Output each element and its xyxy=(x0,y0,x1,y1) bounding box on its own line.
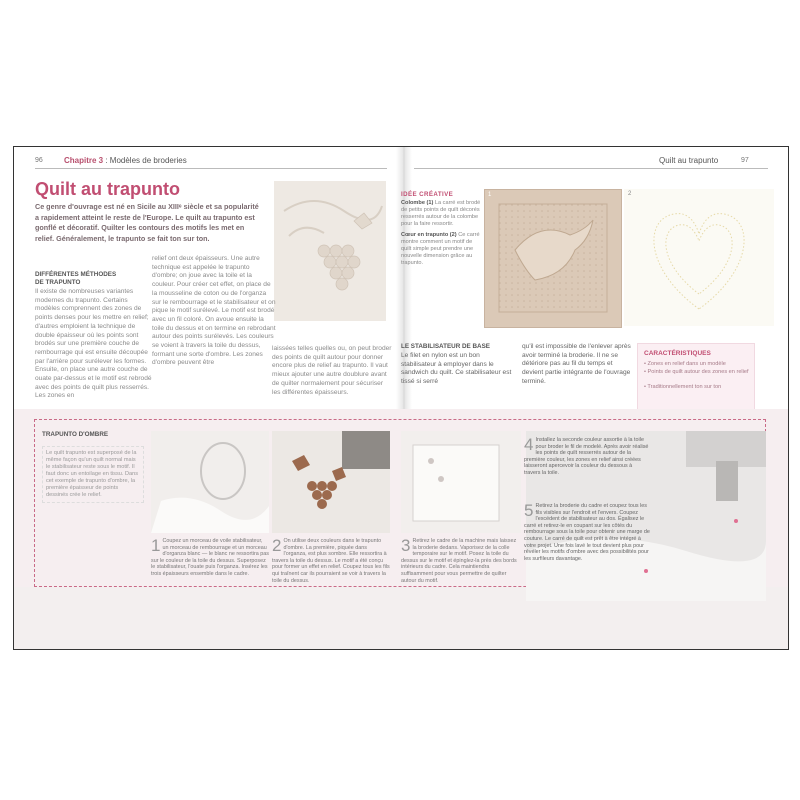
intro-text: Ce genre d'ouvrage est né en Sicile au XIIIᵉ siècle et sa popularité a rapidement atteint le reste de l'Europe. Le quilt au trapunto est gonflé et décoratif. Quilter les contours des motifs les met en relief. Généralement, le trapunto se fait ton sur ton. xyxy=(35,202,259,243)
step-text: On utilise deux couleurs dans le trapunto d'ombre. La première, piquée dans l'organza, est plus sombre. Elle ressortira à travers la toile du dessus. Le motif a été conçu pour former un effet en relief. Coupez tous les fils qui traînent car ils pourraient se voir à travers la toile du dessus. xyxy=(272,538,390,584)
step2-photo xyxy=(272,431,390,533)
trapunto-ombre-box xyxy=(42,431,144,503)
section-title-right: Quilt au trapunto xyxy=(659,156,719,165)
page-number-left: 96 xyxy=(35,157,43,164)
idee-item1-text: La carré est brodé de petits points de quilt décorés resserrés autour de la colombe pour la faire ressortir. xyxy=(401,200,481,227)
stabilisateur-heading: LE STABILISATEUR DE BASE xyxy=(401,343,490,350)
caracteristique-item: • Zones en relief dans un modèle xyxy=(644,361,726,367)
chapter-title: : Modèles de broderies xyxy=(103,156,187,165)
idee-item2-text: Ce carré montre comment un motif de quilt simple peut prendre une nouvelle dimension grâce au trapunto. xyxy=(401,232,480,266)
lace-grapes-photo xyxy=(274,181,386,321)
methods-heading-line1: DIFFÉRENTES MÉTHODES xyxy=(35,271,117,278)
idee-heading: IDÉE CRÉATIVE xyxy=(401,191,454,198)
methods-heading xyxy=(35,271,116,287)
book-spread xyxy=(13,146,789,650)
step-number: 1 xyxy=(151,536,161,555)
step-text: Retirez le cadre de la machine mais laissez la broderie dedans. Vaporisez de la colle temporaire sur le motif. Posez la toile du dessus sur le motif et épinglez-la près des bords intérieurs du cadre. Cela maintiendra suffisamment pour vous permettre de quilter autour du motif. xyxy=(401,538,517,584)
caracteristique-item: • Traditionnellement ton sur ton xyxy=(644,384,722,390)
heart-quilt-photo xyxy=(624,189,774,326)
header-rule-left xyxy=(35,168,387,169)
step-3 xyxy=(401,538,521,584)
trapunto-ombre-text: Le quilt trapunto est superposé de la même façon qu'un quilt normal mais le stabilisateur reste sous le motif. Il faut donc un entoilage en tissu. Dans cet exemple de trapunto d'ombre, la première épaisseur de points dessinés crée le relief. xyxy=(42,446,144,503)
photo-number-2: 2 xyxy=(628,191,632,197)
step-5 xyxy=(524,503,650,562)
dove-quilt-photo xyxy=(484,189,622,328)
methods-column-3: laissées telles quelles ou, on peut broder des points de quilt autour pour donner encore plus de relief au trapunto. Il vaut mieux ajouter une autre doublure avant de quilter normalement pour sécuriser les différentes épaisseurs. xyxy=(272,345,392,396)
step-2 xyxy=(272,538,390,584)
step-number: 2 xyxy=(272,536,282,555)
trapunto-ombre-heading: TRAPUNTO D'OMBRE xyxy=(42,431,109,438)
page-number-right: 97 xyxy=(741,157,749,164)
chapter-prefix: Chapitre 3 xyxy=(64,156,104,165)
step-text: Installez la seconde couleur assortie à la toile pour broder le fil de modelé. Après avoir réalisé les points de quilt resserrés autour de la première couleur, les zones en relief ainsi créées laisseront apercevoir la couleur du dessous à travers la toile. xyxy=(524,437,649,476)
step-4 xyxy=(524,437,650,477)
methods-column-1: Il existe de nombreuses variantes modernes du trapunto. Certains modèles comprennent des zones de points denses pour les mettre en relief; d'autres emploient la technique de double épaisseur où les points sont brodés sur une première couche de rembourrage qui est ensuite découpée par l'arrière pour surélever les formes. Ensuite, on place une autre couche de ouate par-dessus et le motif est rebrodé avec des points de quilt plus resserrés. Les zones en xyxy=(35,288,152,400)
methods-heading-line2: DE TRAPUNTO xyxy=(35,279,81,286)
methods-column-2: relief ont deux épaisseurs. Une autre technique est appelée le trapunto d'ombre; on joue avec la toile et la couleur. Pour créer cet effet, on place de la mousseline de coton ou de l'organza sur le rembourrage et le stabilisateur et on pique le motif surélevé. Le motif est brodé avec un fil coloré. On avoue ensuite la toile du dessus et on termine en rebrodant autour des points surélevés. Les couleurs se voient à travers la toile du dessus, formant une sorte d'ombre. Les zones d'ombre peuvent être xyxy=(152,255,276,367)
stabilisateur-column-1: Le filet en nylon est un bon stabilisateur à employer dans le sandwich du quilt. Ce stabilisateur est tissé si serré xyxy=(401,352,512,386)
caracteristiques-heading: CARACTÉRISTIQUES xyxy=(644,350,711,357)
idee-item1-title: Colombe (1) xyxy=(401,200,434,206)
idee-item2-title: Cœur en trapunto (2) xyxy=(401,232,457,238)
step-number: 3 xyxy=(401,536,411,555)
step3-photo xyxy=(401,431,521,533)
page-title: Quilt au trapunto xyxy=(35,179,180,199)
header-rule-right xyxy=(414,168,768,169)
caracteristique-item: • Points de quilt autour des zones en relief xyxy=(644,369,749,375)
step-text: Retirez la broderie du cadre et coupez tous les fils visibles sur l'endroit et l'envers. Coupez l'excédent de stabilisateur au dos. Égalisez le carré et retirez-le en coupant sur les côtés du rembourrage sous la toile pour obtenir une marge de couture. Le carré de quilt est prêt à être intégré à votre projet. Une fois lavé le tout devient plus pour révéler les motifs d'ombre avec des possibilités pour les surfileurs davantage. xyxy=(524,503,650,562)
idee-creative-box xyxy=(401,191,483,267)
stabilisateur-column-2: qu'il est impossible de l'enlever après avoir terminé la broderie. Il ne se détériore pas au fil du temps et devient partie intégrante de l'ouvrage terminé. xyxy=(522,343,631,385)
step-text: Coupez un morceau de voile stabilisateur, un morceau de rembourrage et un morceau d'organza blanc — le blanc ne ressortira pas sur le couleur de la toile du dessus. Superposez le stabilisateur, l'ouate puis l'organza. Insérez les trois épaisseurs ensemble dans le cadre. xyxy=(151,538,269,577)
chapter-label xyxy=(64,156,187,165)
step-number: 4 xyxy=(524,435,534,454)
step-number: 5 xyxy=(524,501,534,520)
step-1 xyxy=(151,538,269,578)
photo-number-1: 1 xyxy=(488,192,492,198)
step1-photo xyxy=(151,431,269,533)
